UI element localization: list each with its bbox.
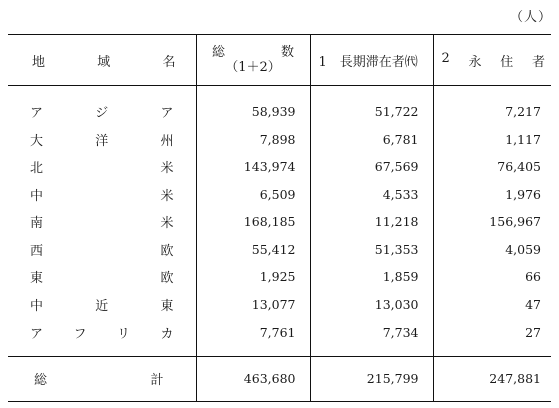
region-char: 北 (30, 161, 44, 177)
table-row (8, 126, 551, 154)
permanent-value: 66 (433, 263, 551, 291)
header-total-char: 数 (280, 45, 294, 60)
permanent-value: 1,976 (433, 181, 551, 209)
header-total (196, 35, 310, 86)
region-cell (8, 98, 196, 126)
region-char: 中 (30, 299, 44, 314)
permanent-value: 47 (433, 291, 551, 319)
region-cell (8, 208, 196, 236)
region-name (8, 212, 196, 231)
total-value: 13,077 (196, 291, 310, 319)
header-long-stay (310, 35, 433, 86)
region-name (8, 130, 196, 149)
region-char: ア (30, 106, 44, 122)
permanent-value: 156,967 (433, 208, 551, 236)
total-permanent-value: 247,881 (433, 356, 551, 401)
header-permanent-char: 永 (468, 54, 482, 70)
region-name (8, 157, 196, 176)
region-char: 米 (160, 161, 174, 177)
header-total-formula: （1＋2） (225, 60, 281, 75)
header-region-char: 名 (162, 54, 176, 70)
permanent-value: 7,217 (433, 98, 551, 126)
header-total-char: 総 (212, 45, 226, 60)
region-char: 大 (30, 133, 44, 149)
total-label-cell (8, 356, 196, 401)
permanent-value: 1,117 (433, 126, 551, 154)
table-row (8, 291, 551, 319)
total-total-value: 463,680 (196, 356, 310, 401)
region-char: 米 (160, 216, 174, 232)
region-cell (8, 181, 196, 209)
table-row (8, 98, 551, 126)
long-stay-value: 67,569 (310, 153, 433, 181)
region-char: カ (160, 326, 174, 342)
long-stay-value: 4,533 (310, 181, 433, 209)
header-permanent-char: 2 (441, 50, 450, 66)
region-char: 東 (30, 271, 44, 287)
region-cell (8, 263, 196, 291)
header-long-stay-label: 1 長期滞在者㈹ (318, 54, 418, 70)
region-name (8, 323, 196, 342)
region-char: 中 (30, 188, 44, 204)
total-value: 6,509 (196, 181, 310, 209)
long-stay-value: 1,859 (310, 263, 433, 291)
header-region (8, 35, 196, 86)
header-region-char: 地 (32, 54, 46, 70)
region-char: ジ (95, 106, 109, 122)
region-char: 欧 (160, 243, 174, 259)
region-cell (8, 318, 196, 346)
region-name (8, 240, 196, 259)
table-row (8, 318, 551, 346)
region-char: 州 (160, 133, 174, 149)
region-char: 洋 (95, 133, 109, 149)
region-cell (8, 236, 196, 264)
region-name (8, 102, 196, 121)
region-char: 米 (160, 188, 174, 204)
permanent-value: 76,405 (433, 153, 551, 181)
long-stay-value: 51,722 (310, 98, 433, 126)
region-char: 西 (30, 243, 44, 259)
total-row (8, 356, 551, 401)
unit-label: （人） (510, 10, 553, 25)
total-value: 168,185 (196, 208, 310, 236)
region-char: フ (73, 326, 87, 342)
table-row (8, 181, 551, 209)
long-stay-value: 7,734 (310, 318, 433, 346)
total-long-stay-value: 215,799 (310, 356, 433, 401)
total-label-char: 計 (150, 373, 164, 389)
region-cell (8, 126, 196, 154)
total-value: 58,939 (196, 98, 310, 126)
region-cell (8, 291, 196, 319)
region-cell (8, 153, 196, 181)
total-value: 55,412 (196, 236, 310, 264)
total-value: 1,925 (196, 263, 310, 291)
table-row (8, 208, 551, 236)
permanent-value: 4,059 (433, 236, 551, 264)
region-char: 東 (160, 299, 174, 314)
region-char: ア (30, 326, 44, 342)
region-name (8, 267, 196, 286)
header-row (8, 35, 551, 86)
region-char: 近 (95, 299, 109, 314)
header-permanent-char: 者 (531, 54, 545, 70)
statistics-table (8, 34, 551, 402)
table-row (8, 263, 551, 291)
total-value: 7,898 (196, 126, 310, 154)
header-permanent-char: 住 (500, 54, 514, 70)
region-char: リ (116, 326, 130, 342)
total-label (8, 369, 196, 388)
table-row (8, 153, 551, 181)
region-char: 欧 (160, 271, 174, 287)
long-stay-value: 51,353 (310, 236, 433, 264)
total-value: 143,974 (196, 153, 310, 181)
header-permanent (433, 35, 551, 86)
table-row (8, 236, 551, 264)
region-char: 南 (30, 216, 44, 232)
long-stay-value: 6,781 (310, 126, 433, 154)
region-name (8, 295, 196, 314)
long-stay-value: 11,218 (310, 208, 433, 236)
permanent-value: 27 (433, 318, 551, 346)
region-char: ア (160, 106, 174, 122)
total-value: 7,761 (196, 318, 310, 346)
total-label-char: 総 (34, 373, 48, 389)
header-region-char: 域 (97, 54, 111, 70)
region-name (8, 185, 196, 204)
long-stay-value: 13,030 (310, 291, 433, 319)
